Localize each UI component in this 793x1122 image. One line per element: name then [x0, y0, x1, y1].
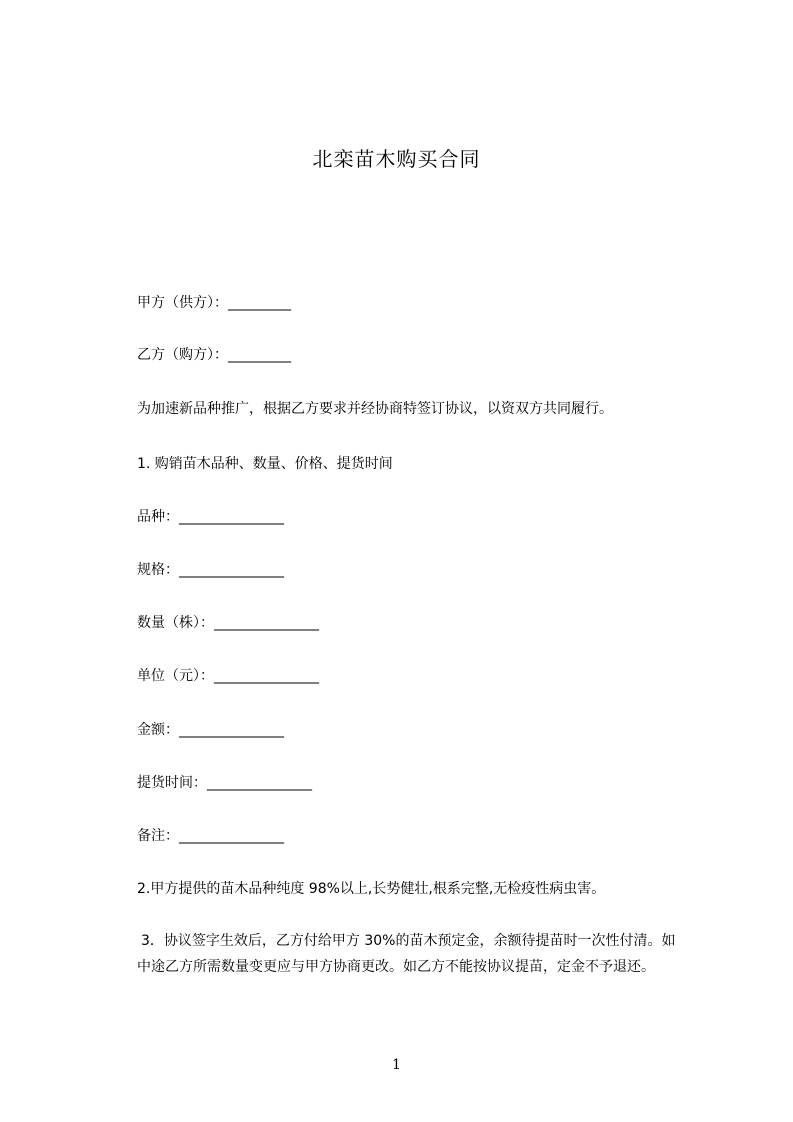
- page-number: 1: [392, 1057, 401, 1073]
- field-pickup-time: 提货时间：_______________: [137, 775, 312, 791]
- field-quantity: 数量（株）：_______________: [137, 615, 319, 631]
- party-a-line: 甲方（供方）：_________: [137, 295, 291, 311]
- field-remarks: 备注：_______________: [137, 828, 284, 844]
- intro-paragraph: 为加速新品种推广，根据乙方要求并经协商特签订协议，以资双方共同履行。: [137, 401, 613, 417]
- clause-2: 2.甲方提供的苗木品种纯度 98%以上,长势健壮,根系完整,无检疫性病虫害。: [137, 881, 606, 897]
- field-variety: 品种：_______________: [137, 509, 284, 525]
- party-b-line: 乙方（购方）：_________: [137, 347, 291, 363]
- document-title: 北栾苗木购买合同: [312, 147, 481, 171]
- section1-heading: 1. 购销苗木品种、数量、价格、提货时间: [137, 456, 393, 472]
- clause-3: 3．协议签字生效后，乙方付给甲方 30%的苗木预定金，余额待提苗时一次性付清。如中途乙方所需数量变更应与甲方协商更改。如乙方不能按协议提苗，定金不予退还。: [137, 933, 676, 975]
- field-unit: 单位（元）：_______________: [137, 668, 319, 684]
- field-spec: 规格：_______________: [137, 562, 284, 578]
- field-amount: 金额：_______________: [137, 722, 284, 738]
